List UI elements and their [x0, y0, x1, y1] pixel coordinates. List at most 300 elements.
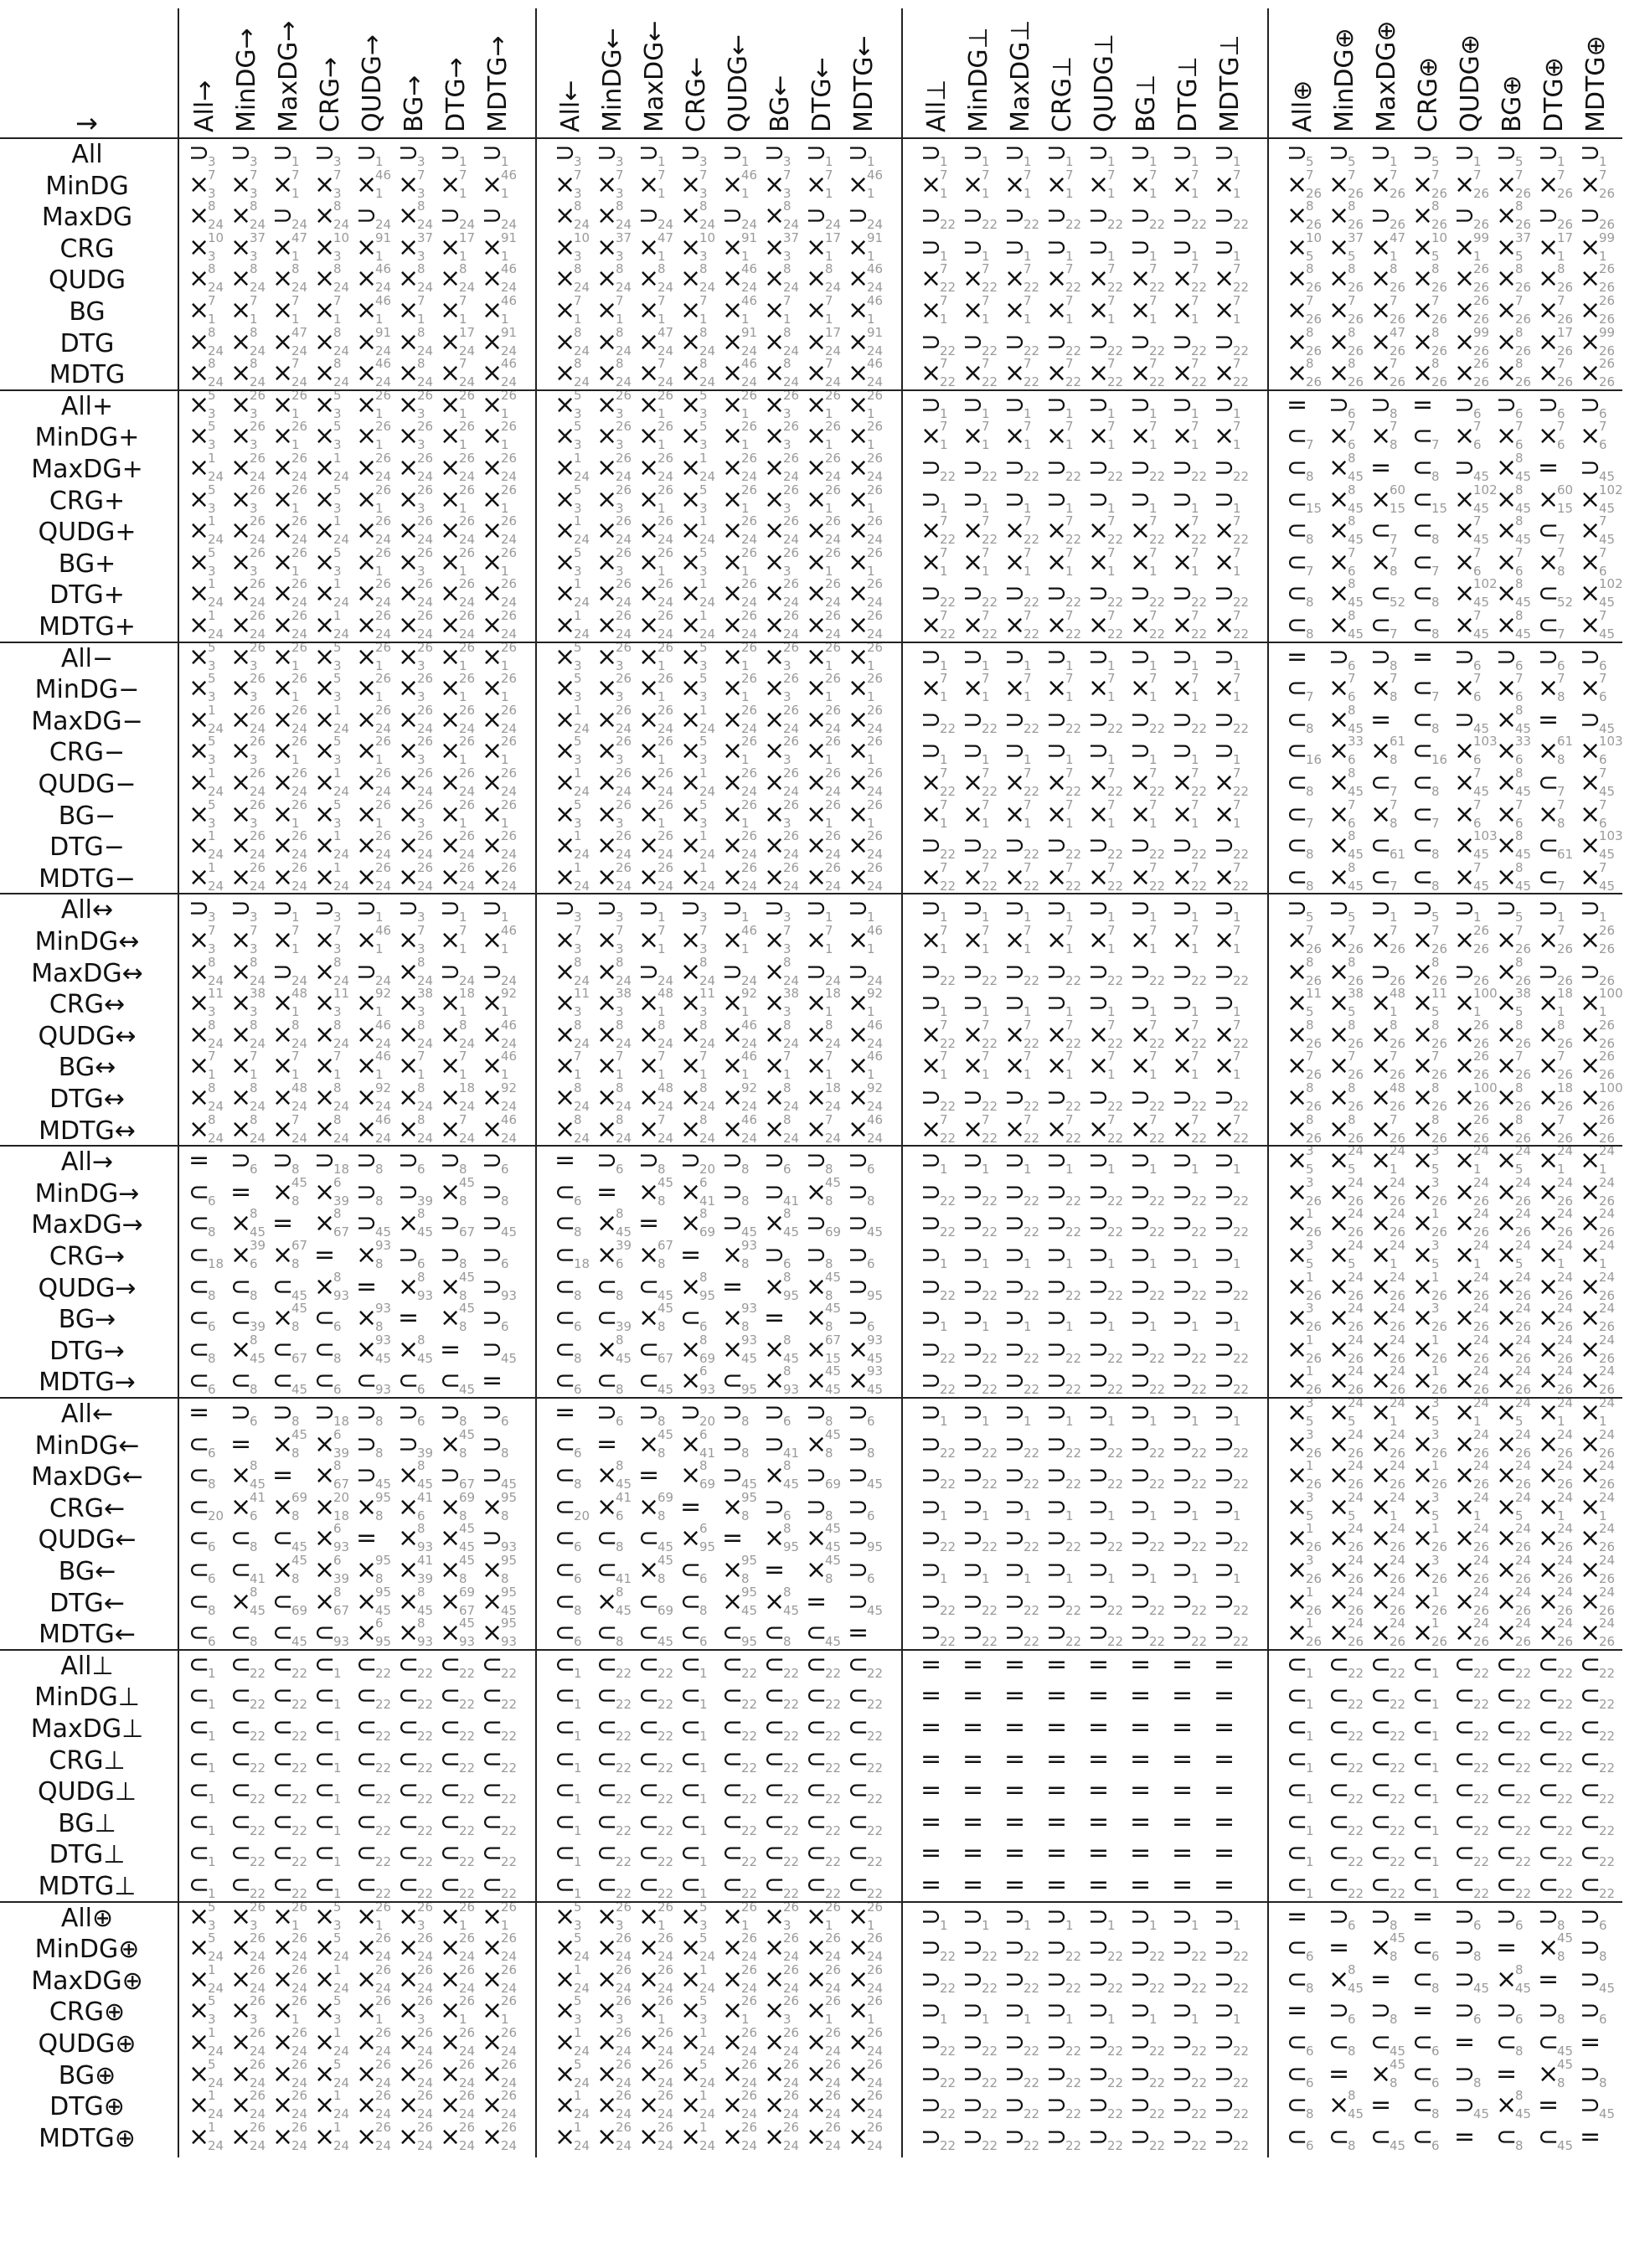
table-cell — [1042, 549, 1084, 580]
table-cell — [550, 1084, 592, 1115]
relation-symbol: ⊃ — [440, 958, 461, 987]
superscript-index: 11 — [208, 987, 224, 1000]
relation-symbol: × — [1412, 1147, 1433, 1175]
superscript-index: 26 — [616, 830, 632, 843]
table-cell — [184, 1147, 226, 1178]
relation-symbol: × — [962, 801, 983, 829]
table-cell — [916, 391, 958, 422]
superscript-index: 8 — [574, 263, 582, 276]
table-cell — [1282, 486, 1324, 517]
table-cell — [394, 580, 436, 611]
relation-symbol: ⊃ — [962, 454, 983, 482]
table-cell — [676, 328, 718, 359]
subscript-index: 24 — [574, 975, 590, 987]
subscript-index: 24 — [250, 281, 266, 294]
relation-symbol: ⊃ — [1004, 454, 1025, 482]
table-cell — [916, 1273, 958, 1304]
subscript-index: 18 — [333, 1163, 349, 1176]
row-header: All→ — [0, 1147, 174, 1178]
superscript-index: 45 — [459, 1302, 475, 1315]
subscript-index: 1 — [1065, 1415, 1074, 1428]
relation-symbol: × — [806, 1336, 827, 1364]
subscript-index: 45 — [1515, 628, 1531, 641]
relation-symbol: ⊂ — [188, 1461, 209, 1490]
superscript-index: 7 — [333, 925, 342, 937]
table-cell — [760, 1147, 802, 1178]
superscript-index: 26 — [616, 547, 632, 559]
superscript-index: 8 — [1390, 1019, 1398, 1032]
table-cell — [1324, 234, 1366, 265]
subscript-index: 8 — [1557, 691, 1565, 704]
superscript-index: 24 — [1557, 1302, 1573, 1315]
subscript-index: 1 — [982, 911, 990, 924]
relation-symbol: ⊂ — [1538, 611, 1559, 640]
subscript-index: 45 — [1348, 880, 1364, 893]
subscript-index: 1 — [940, 1415, 948, 1428]
subscript-index: 22 — [1024, 1195, 1039, 1208]
subscript-index: 1 — [657, 943, 666, 956]
relation-symbol: ⊃ — [1130, 958, 1151, 987]
table-cell — [1168, 139, 1209, 170]
relation-symbol: × — [638, 265, 659, 293]
relation-symbol: ⊃ — [962, 580, 983, 608]
relation-symbol: ⊃ — [1172, 139, 1193, 168]
table-cell — [1084, 832, 1126, 863]
subscript-index: 3 — [250, 943, 258, 956]
subscript-index: 24 — [783, 1100, 799, 1113]
subscript-index: 1 — [741, 754, 750, 766]
relation-symbol: ⊃ — [962, 234, 983, 262]
table-cell — [394, 737, 436, 768]
subscript-index: 26 — [1390, 1100, 1405, 1113]
relation-symbol: × — [272, 989, 293, 1018]
table-cell — [1209, 1367, 1251, 1398]
superscript-index: 26 — [657, 862, 673, 874]
relation-symbol: ⊃ — [848, 1273, 869, 1302]
table-cell — [760, 1021, 802, 1052]
table-cell — [1042, 894, 1084, 925]
superscript-index: 5 — [699, 673, 708, 685]
table-cell — [310, 1147, 352, 1178]
table-cell — [436, 863, 477, 894]
table-cell — [1324, 517, 1366, 548]
relation-symbol: × — [1088, 1052, 1109, 1080]
superscript-index: 7 — [1065, 1050, 1074, 1063]
relation-symbol: × — [1370, 234, 1391, 262]
superscript-index: 8 — [616, 956, 624, 969]
table-cell — [1534, 391, 1575, 422]
superscript-index: 26 — [825, 578, 841, 590]
subscript-index: 1 — [1065, 188, 1074, 200]
relation-symbol: × — [1412, 1052, 1433, 1080]
subscript-index: 1 — [1191, 156, 1199, 168]
relation-symbol: ⊂ — [596, 1273, 617, 1302]
table-cell — [550, 1367, 592, 1398]
relation-symbol: × — [1580, 863, 1601, 892]
relation-symbol: ⊃ — [1004, 486, 1025, 514]
subscript-index: 3 — [417, 439, 425, 451]
table-cell — [184, 391, 226, 422]
column-header: MaxDG⊥ — [1002, 19, 1040, 132]
relation-symbol: ⊃ — [962, 706, 983, 735]
subscript-index: 24 — [574, 533, 590, 546]
subscript-index: 1 — [501, 503, 509, 515]
superscript-index: 26 — [825, 610, 841, 622]
subscript-index: 45 — [1599, 503, 1615, 515]
subscript-index: 3 — [333, 1006, 342, 1018]
subscript-index: 24 — [333, 345, 349, 358]
superscript-index: 8 — [783, 956, 791, 969]
subscript-index: 1 — [1065, 503, 1074, 515]
subscript-index: 8 — [250, 1290, 258, 1302]
table-cell — [268, 1021, 310, 1052]
subscript-index: 26 — [1557, 1195, 1573, 1208]
subscript-index: 5 — [1431, 1415, 1440, 1428]
subscript-index: 22 — [1191, 596, 1207, 609]
superscript-index: 33 — [1515, 735, 1531, 748]
subscript-index: 26 — [1306, 1132, 1322, 1145]
column-header: MDTG← — [845, 35, 884, 132]
subscript-index: 1 — [375, 503, 384, 515]
table-cell — [1084, 234, 1126, 265]
subscript-index: 67 — [291, 1353, 307, 1365]
subscript-index: 67 — [333, 1226, 349, 1239]
relation-symbol: × — [1130, 265, 1151, 293]
superscript-index: 26 — [616, 420, 632, 433]
relation-symbol: × — [1496, 737, 1517, 765]
subscript-index: 1 — [867, 565, 875, 578]
relation-symbol: × — [806, 863, 827, 892]
superscript-index: 1 — [208, 452, 216, 465]
relation-symbol: ⊃ — [1088, 1273, 1109, 1302]
table-cell — [1534, 769, 1575, 800]
subscript-index: 20 — [699, 1415, 715, 1428]
superscript-index: 7 — [1107, 862, 1116, 874]
subscript-index: 1 — [417, 1069, 425, 1081]
relation-symbol: ⊂ — [1538, 832, 1559, 860]
subscript-index: 24 — [741, 628, 757, 641]
table-cell — [592, 1241, 634, 1272]
table-cell — [184, 643, 226, 674]
table-cell — [1084, 359, 1126, 390]
subscript-index: 24 — [574, 1038, 590, 1050]
row-header: QUDG↔ — [0, 1021, 174, 1052]
superscript-index: 24 — [1348, 1365, 1364, 1378]
relation-symbol: × — [764, 1021, 785, 1049]
subscript-index: 24 — [825, 1132, 841, 1145]
table-cell — [802, 737, 843, 768]
relation-symbol: × — [1454, 1336, 1475, 1364]
relation-symbol: ⊂ — [1286, 706, 1307, 735]
table-cell — [1492, 139, 1534, 170]
superscript-index: 26 — [459, 420, 475, 433]
table-cell — [550, 926, 592, 957]
column-header: MinDG→ — [228, 28, 266, 132]
subscript-index: 6 — [1348, 439, 1356, 451]
subscript-index: 26 — [1348, 1290, 1364, 1302]
table-cell — [1534, 801, 1575, 832]
relation-symbol: × — [806, 296, 827, 325]
table-cell — [1450, 580, 1492, 611]
relation-symbol: × — [230, 486, 251, 514]
relation-symbol: × — [848, 1084, 869, 1112]
table-cell — [1209, 517, 1251, 548]
table-cell — [1492, 549, 1534, 580]
subscript-index: 5 — [1306, 156, 1314, 168]
relation-symbol: × — [722, 832, 743, 860]
superscript-index: 7 — [616, 295, 624, 307]
subscript-index: 26 — [1431, 219, 1447, 231]
relation-symbol: ⊃ — [596, 139, 617, 168]
superscript-index: 24 — [1515, 1397, 1531, 1410]
relation-symbol: ⊃ — [1088, 139, 1109, 168]
superscript-index: 8 — [1348, 1019, 1356, 1032]
subscript-index: 22 — [940, 1384, 956, 1396]
relation-symbol: × — [398, 1336, 419, 1364]
relation-symbol: × — [356, 989, 377, 1018]
table-cell — [477, 894, 519, 925]
relation-symbol: ⊃ — [962, 1178, 983, 1207]
subscript-index: 1 — [459, 408, 467, 420]
superscript-index: 7 — [783, 295, 791, 307]
relation-symbol: × — [440, 1084, 461, 1112]
subscript-index: 95 — [783, 1290, 799, 1302]
superscript-index: 5 — [208, 799, 216, 812]
column-header: MaxDG→ — [270, 20, 308, 132]
table-cell — [1126, 517, 1168, 548]
subscript-index: 22 — [1065, 471, 1081, 483]
superscript-index: 3 — [1431, 1177, 1440, 1189]
relation-symbol: × — [596, 1084, 617, 1112]
superscript-index: 67 — [825, 1334, 841, 1347]
subscript-index: 45 — [417, 1353, 433, 1365]
subscript-index: 6 — [616, 1415, 624, 1428]
relation-symbol: × — [1454, 1084, 1475, 1112]
subscript-index: 22 — [1065, 281, 1081, 294]
superscript-index: 10 — [1306, 232, 1322, 245]
superscript-index: 8 — [574, 358, 582, 370]
table-cell — [1282, 1084, 1324, 1115]
relation-symbol: × — [962, 1116, 983, 1144]
table-cell — [1324, 832, 1366, 863]
superscript-index: 7 — [1515, 169, 1524, 182]
superscript-index: 102 — [1599, 484, 1623, 497]
table-cell — [1000, 486, 1042, 517]
subscript-index: 3 — [333, 408, 342, 420]
superscript-index: 7 — [940, 420, 948, 433]
table-cell — [1534, 1052, 1575, 1083]
subscript-index: 8 — [375, 1258, 384, 1271]
subscript-index: 24 — [375, 723, 391, 735]
superscript-index: 3 — [1306, 1240, 1314, 1252]
relation-symbol: ⊃ — [1496, 391, 1517, 420]
table-cell — [268, 1336, 310, 1367]
superscript-index: 37 — [1348, 232, 1364, 245]
relation-symbol: × — [680, 422, 701, 451]
relation-symbol: × — [1496, 454, 1517, 482]
relation-symbol: ⊃ — [962, 958, 983, 987]
subscript-index: 1 — [1107, 691, 1116, 704]
table-cell — [310, 265, 352, 296]
relation-symbol: × — [272, 549, 293, 577]
relation-symbol: × — [1580, 486, 1601, 514]
relation-symbol: × — [1088, 801, 1109, 829]
table-cell — [268, 989, 310, 1020]
superscript-index: 26 — [501, 799, 517, 812]
relation-symbol: ⊃ — [1214, 1178, 1235, 1207]
table-cell — [1084, 328, 1126, 359]
subscript-index: 3 — [574, 439, 582, 451]
superscript-index: 7 — [1024, 1114, 1032, 1126]
subscript-index: 24 — [825, 723, 841, 735]
relation-symbol: × — [554, 296, 575, 325]
superscript-index: 37 — [250, 232, 266, 245]
subscript-index: 3 — [250, 817, 258, 830]
superscript-index: 38 — [1515, 987, 1531, 1000]
table-cell — [550, 989, 592, 1020]
table-cell — [226, 737, 268, 768]
subscript-index: 26 — [1599, 281, 1615, 294]
relation-symbol: ⊃ — [1454, 139, 1475, 168]
superscript-index: 5 — [699, 420, 708, 433]
subscript-index: 1 — [1599, 250, 1607, 263]
superscript-index: 8 — [417, 1334, 425, 1347]
table-cell — [1492, 1021, 1534, 1052]
relation-symbol: × — [806, 1084, 827, 1112]
subscript-index: 24 — [867, 1038, 883, 1050]
subscript-index: 8 — [208, 1478, 216, 1491]
table-cell — [1492, 1209, 1534, 1240]
table-cell — [802, 1367, 843, 1398]
relation-symbol: = — [314, 1241, 335, 1270]
table-cell — [1000, 1304, 1042, 1335]
relation-symbol: × — [1004, 359, 1025, 388]
relation-symbol: × — [272, 1304, 293, 1332]
subscript-index: 26 — [1599, 345, 1615, 358]
table-cell — [1126, 643, 1168, 674]
superscript-index: 93 — [867, 1365, 883, 1378]
subscript-index: 3 — [574, 565, 582, 578]
relation-symbol: × — [764, 706, 785, 735]
superscript-index: 3 — [1306, 1177, 1314, 1189]
relation-symbol: × — [1538, 296, 1559, 325]
relation-symbol: × — [962, 1052, 983, 1080]
relation-symbol: × — [722, 359, 743, 388]
table-cell — [436, 643, 477, 674]
superscript-index: 7 — [1557, 1050, 1565, 1063]
relation-symbol: × — [554, 1052, 575, 1080]
table-cell — [1575, 989, 1617, 1020]
table-cell — [1042, 265, 1084, 296]
relation-symbol: ⊃ — [596, 1147, 617, 1175]
subscript-index: 3 — [208, 250, 216, 263]
table-cell — [1000, 1116, 1042, 1147]
relation-symbol: × — [188, 391, 209, 420]
superscript-index: 7 — [250, 169, 258, 182]
relation-symbol: × — [230, 265, 251, 293]
table-cell — [352, 801, 394, 832]
relation-symbol: × — [314, 1052, 335, 1080]
subscript-index: 1 — [1191, 691, 1199, 704]
table-cell — [268, 1178, 310, 1209]
relation-symbol: ⊂ — [1412, 801, 1433, 829]
relation-symbol: × — [962, 611, 983, 640]
table-cell — [1575, 454, 1617, 485]
subscript-index: 24 — [501, 376, 517, 389]
table-cell — [760, 1052, 802, 1083]
relation-symbol: ⊃ — [1088, 643, 1109, 672]
subscript-index: 8 — [574, 1226, 582, 1239]
table-cell — [1408, 894, 1450, 925]
table-cell — [676, 863, 718, 894]
subscript-index: 1 — [741, 943, 750, 956]
table-cell — [268, 1273, 310, 1304]
subscript-index: 24 — [250, 880, 266, 893]
relation-symbol: × — [920, 422, 941, 451]
table-cell — [436, 674, 477, 705]
relation-symbol: ⊃ — [1214, 1273, 1235, 1302]
row-header: BG− — [0, 801, 174, 832]
superscript-index: 26 — [616, 799, 632, 812]
subscript-index: 22 — [1024, 723, 1039, 735]
subscript-index: 24 — [417, 1100, 433, 1113]
superscript-index: 6 — [699, 1365, 708, 1378]
subscript-index: 24 — [208, 1132, 224, 1145]
table-cell — [1324, 1052, 1366, 1083]
subscript-index: 22 — [1149, 376, 1165, 389]
superscript-index: 24 — [1473, 1397, 1489, 1410]
relation-symbol: × — [1580, 1336, 1601, 1364]
superscript-index: 26 — [1473, 1019, 1489, 1032]
relation-symbol: × — [230, 171, 251, 199]
relation-symbol: ⊃ — [1214, 486, 1235, 514]
relation-symbol: ⊂ — [554, 1241, 575, 1270]
table-cell — [916, 1116, 958, 1147]
column-header: BG⊥ — [1127, 75, 1166, 132]
subscript-index: 22 — [982, 1384, 998, 1396]
subscript-index: 1 — [375, 188, 384, 200]
relation-symbol: × — [680, 1209, 701, 1238]
superscript-index: 8 — [208, 1082, 216, 1095]
relation-symbol: × — [188, 265, 209, 293]
relation-symbol: × — [440, 171, 461, 199]
relation-symbol: × — [1130, 422, 1151, 451]
table-cell — [550, 1399, 592, 1430]
superscript-index: 26 — [291, 735, 307, 748]
relation-symbol: × — [1538, 1367, 1559, 1395]
relation-symbol: × — [398, 549, 419, 577]
subscript-index: 1 — [1024, 943, 1032, 956]
subscript-index: 45 — [1473, 723, 1489, 735]
relation-symbol: × — [1328, 832, 1349, 860]
table-cell — [1000, 580, 1042, 611]
subscript-index: 26 — [1348, 1321, 1364, 1333]
table-cell — [802, 801, 843, 832]
table-cell — [1324, 328, 1366, 359]
subscript-index: 1 — [1233, 1321, 1241, 1333]
subscript-index: 1 — [982, 1163, 990, 1176]
subscript-index: 1 — [982, 817, 990, 830]
superscript-index: 10 — [574, 232, 590, 245]
table-cell — [1366, 1367, 1408, 1398]
subscript-index: 22 — [1107, 219, 1123, 231]
superscript-index: 8 — [825, 263, 833, 276]
superscript-index: 26 — [657, 515, 673, 528]
relation-symbol: × — [554, 674, 575, 703]
table-cell — [1126, 1336, 1168, 1367]
superscript-index: 7 — [940, 799, 948, 812]
relation-symbol: × — [1328, 580, 1349, 608]
